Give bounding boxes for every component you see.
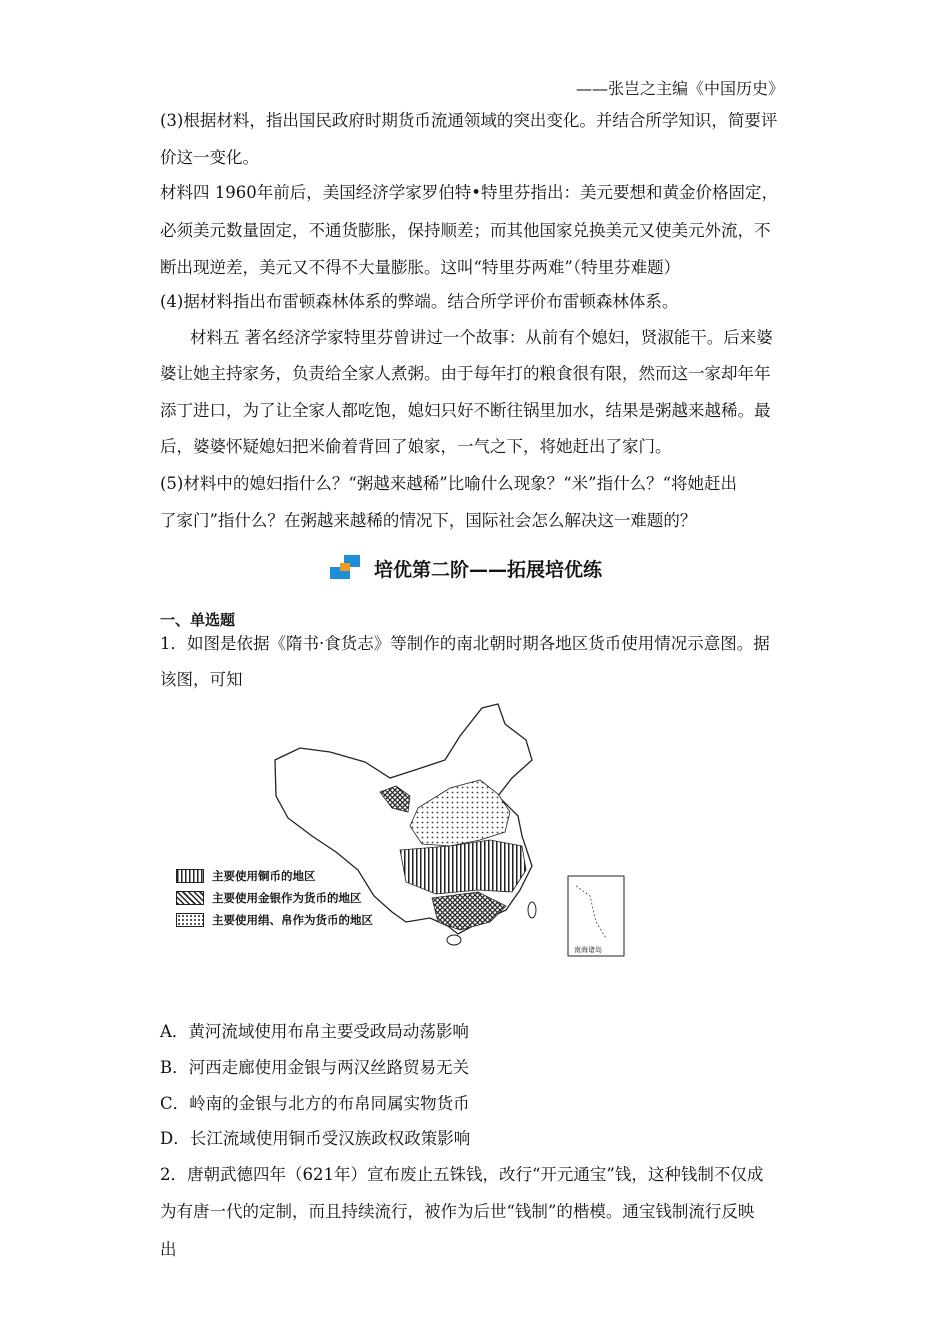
section-title-text: 培优第二阶——拓展培优练: [374, 558, 603, 581]
taiwan-island: [528, 902, 536, 918]
legend-label-copper: 主要使用铜币的地区: [212, 869, 316, 883]
legend-label-metal: 主要使用金银作为货币的地区: [212, 891, 362, 905]
legend-swatch-cloth: [176, 913, 204, 927]
hainan-island: [447, 935, 461, 945]
legend-row-metal: [176, 887, 373, 909]
question-1-stem-line-2: 该图，可知: [160, 670, 243, 689]
section-logo-icon: [330, 555, 364, 581]
material-4-line-1: 材料四 1960年前后，美国经济学家罗伯特•特里芬指出：美元要想和黄金价格固定，: [160, 183, 778, 202]
material-4-line-2: 必须美元数量固定，不通货膨胀，保持顺差；而其他国家兑换美元又使美元外流，不: [160, 221, 771, 240]
question-1-stem-line-1: 1．如图是依据《隋书·食货志》等制作的南北朝时期各地区货币使用情况示意图。据: [160, 634, 770, 653]
material-5-line-3: 添丁进口，为了让全家人都吃饱，媳妇只好不断往锅里加水，结果是粥越来越稀。最: [160, 401, 771, 420]
question-1-option-d: D．长江流域使用铜币受汉族政权政策影响: [160, 1129, 471, 1148]
material-5-line-2: 婆让她主持家务，负责给全家人煮粥。由于每年打的粮食很有限，然而这一家却年年: [160, 364, 771, 383]
question-2-line-2: 为有唐一代的定制，而且持续流行，被作为后世“钱制”的楷模。通宝钱制流行反映: [160, 1202, 755, 1221]
question-5-line-2: 了家门”指什么？在粥越来越稀的情况下，国际社会怎么解决这一难题的？: [160, 511, 697, 530]
legend-row-copper: [176, 865, 373, 887]
source-citation: ——张岂之主编《中国历史》: [575, 79, 784, 98]
legend-row-cloth: [176, 909, 373, 931]
question-2-line-1: 2．唐朝武德四年（621年）宣布废止五铢钱，改行“开元通宝”钱，这种钱制不仅成: [160, 1165, 764, 1184]
question-1-option-c: C．岭南的金银与北方的布帛同属实物货币: [160, 1094, 470, 1113]
map-legend: [176, 865, 373, 931]
question-4-line-1: (4)据材料指出布雷顿森林体系的弊端。结合所学评价布雷顿森林体系。: [160, 292, 679, 311]
legend-label-cloth: 主要使用绢、帛作为货币的地区: [212, 913, 373, 927]
material-5-line-1: 材料五 著名经济学家特里芬曾讲过一个故事：从前有个媳妇，贤淑能干。后来婆: [190, 328, 773, 347]
material-5-line-4: 后，婆婆怀疑媳妇把米偷着背回了娘家，一气之下，将她赶出了家门。: [160, 437, 672, 456]
legend-swatch-metal: [176, 891, 204, 905]
question-3-line-1: (3)根据材料，指出国民政府时期货币流通领域的突出变化。并结合所学知识，简要评: [160, 111, 778, 130]
material-4-line-3: 断出现逆差，美元又不得不大量膨胀。这叫“特里芬两难”（特里芬难题）: [160, 258, 681, 277]
question-1-option-b: B．河西走廊使用金银与两汉丝路贸易无关: [160, 1058, 470, 1077]
question-3-line-2: 价这一变化。: [160, 148, 259, 167]
section-title: [330, 555, 602, 581]
question-1-option-a: A．黄河流域使用布帛主要受政局动荡影响: [160, 1022, 469, 1041]
question-5-line-1: (5)材料中的媳妇指什么？“粥越来越稀”比喻什么现象？“米”指什么？“将她赶出: [160, 474, 738, 493]
section-heading-single-choice: 一、单选题: [160, 611, 236, 629]
legend-swatch-copper: [176, 869, 204, 883]
inset-label: 南海诸岛: [574, 946, 602, 954]
south-china-sea-inset: [568, 876, 624, 956]
region-copper: [400, 840, 526, 894]
question-2-line-3: 出: [160, 1240, 177, 1259]
